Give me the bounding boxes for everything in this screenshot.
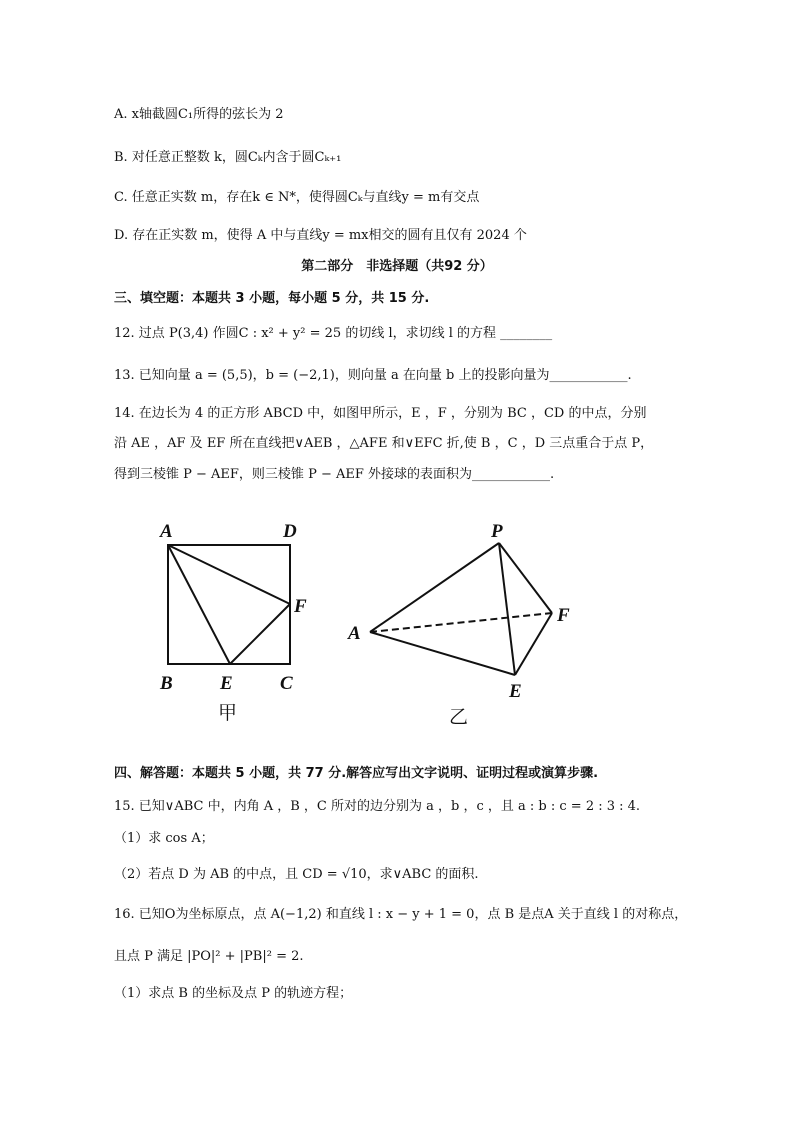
segment-ae xyxy=(168,545,230,664)
segment-af xyxy=(168,545,290,604)
question-15-part-1: （1）求 cos A； xyxy=(114,831,214,846)
label-f: F xyxy=(557,605,570,626)
question-16-line-2: 且点 P 满足 |PO|² + |PB|² = 2. xyxy=(114,949,304,964)
question-14-line-1: 14. 在边长为 4 的正方形 ABCD 中，如图甲所示，E ，F ，分别为 BC ，CD 的中点，分别 xyxy=(114,406,647,421)
label-e: E xyxy=(220,673,233,694)
segment-ef xyxy=(230,604,290,664)
caption-jia: 甲 xyxy=(218,702,238,724)
option-c: C. 任意正实数 m，存在k ∈ N*，使得圆Cₖ与直线y = m有交点 xyxy=(114,190,480,205)
question-16-stem: 16. 已知O为坐标原点，点 A(−1,2) 和直线 l : x − y + 1 = 0，点 B 是点A 关于直线 l 的对称点， xyxy=(114,907,688,922)
segment-af-hidden xyxy=(370,613,552,632)
label-f: F xyxy=(294,596,307,617)
square-abcd xyxy=(168,545,290,664)
segment-ef xyxy=(515,613,552,675)
question-15-part-2: （2）若点 D 为 AB 的中点，且 CD = √10，求∨ABC 的面积. xyxy=(114,867,479,882)
label-e: E xyxy=(509,681,522,702)
option-d: D. 存在正实数 m，使得 A 中与直线y = mx相交的圆有且仅有 2024 个 xyxy=(114,228,527,243)
label-c: C xyxy=(280,673,293,694)
section4-heading: 四、解答题：本题共 5 小题，共 77 分.解答应写出文字说明、证明过程或演算步骤. xyxy=(114,766,599,781)
figure-yi xyxy=(345,515,585,730)
question-14-line-2: 沿 AE ，AF 及 EF 所在直线把∨AEB ，△AFE 和∨EFC 折,使 B ，C ，D 三点重合于点 P， xyxy=(114,436,654,451)
option-b: B. 对任意正整数 k，圆Cₖ内含于圆Cₖ₊₁ xyxy=(114,150,342,165)
section3-heading: 三、填空题：本题共 3 小题，每小题 5 分，共 15 分. xyxy=(114,291,430,306)
question-12: 12. 过点 P(3,4) 作圆C : x² + y² = 25 的切线 l，求切线 l 的方程 ________ xyxy=(114,326,553,341)
label-b: B xyxy=(160,673,173,694)
label-p: P xyxy=(491,521,503,542)
segment-ae xyxy=(370,632,515,675)
label-d: D xyxy=(283,521,297,542)
question-14-line-3: 得到三棱锥 P − AEF，则三棱锥 P − AEF 外接球的表面积为____________. xyxy=(114,467,555,482)
option-a: A. x轴截圆C₁所得的弦长为 2 xyxy=(114,107,284,122)
caption-yi: 乙 xyxy=(449,706,469,728)
label-a: A xyxy=(160,521,173,542)
label-a: A xyxy=(348,623,361,644)
part2-title: 第二部分 非选择题（共92 分） xyxy=(301,259,493,274)
segment-pa xyxy=(370,543,499,632)
question-15-stem: 15. 已知∨ABC 中，内角 A ，B ，C 所对的边分别为 a ，b ，c ，且 a : b : c = 2 : 3 : 4. xyxy=(114,799,641,814)
question-16-part-1: （1）求点 B 的坐标及点 P 的轨迹方程； xyxy=(114,986,353,1001)
question-13: 13. 已知向量 a = (5,5)，b = (−2,1)，则向量 a 在向量 b 上的投影向量为____________. xyxy=(114,368,632,383)
figure-jia xyxy=(150,515,330,725)
segment-pe xyxy=(499,543,515,675)
